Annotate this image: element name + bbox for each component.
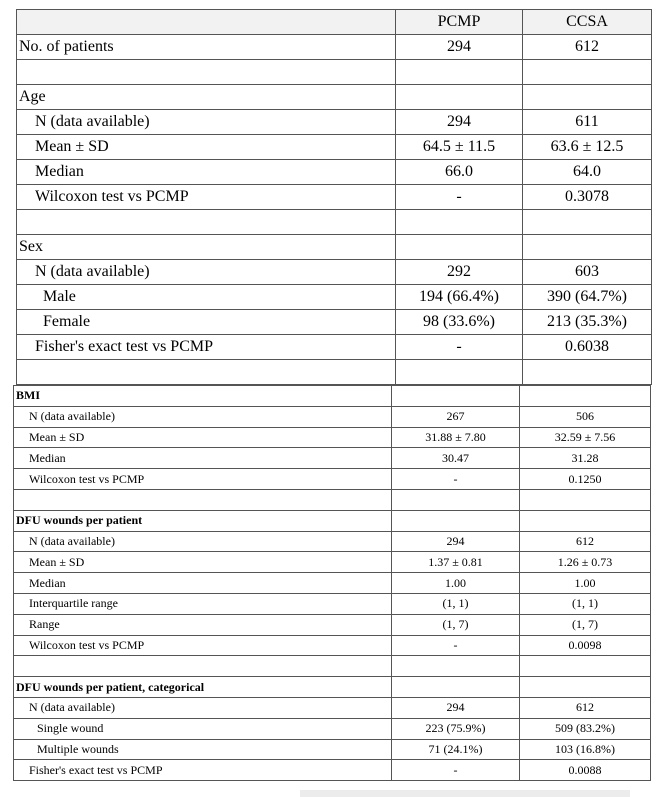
table-row [14, 552, 651, 573]
pcmp-value: 294 [392, 531, 520, 552]
ccsa-value: 63.6 ± 12.5 [523, 135, 652, 160]
table-row [17, 135, 652, 160]
pcmp-value: 98 (33.6%) [396, 310, 523, 335]
pcmp-value: - [396, 185, 523, 210]
ccsa-value: 32.59 ± 7.56 [520, 427, 651, 448]
ccsa-value: (1, 1) [520, 593, 651, 614]
spacer-row [14, 656, 651, 677]
table-row [14, 469, 651, 490]
table-row [14, 760, 651, 781]
row-label: Interquartile range [14, 593, 392, 614]
pcmp-value: - [392, 635, 520, 656]
row-label: N (data available) [17, 260, 396, 285]
table-row [14, 718, 651, 739]
row-label: N (data available) [14, 406, 392, 427]
row-label: Median [14, 448, 392, 469]
ccsa-value: 213 (35.3%) [523, 310, 652, 335]
ccsa-value: 0.1250 [520, 469, 651, 490]
ccsa-value: 0.3078 [523, 185, 652, 210]
table-row [14, 635, 651, 656]
ccsa-value: 612 [523, 35, 652, 60]
section-title: DFU wounds per patient [14, 510, 392, 531]
table-row [17, 335, 652, 360]
section-row [14, 386, 651, 407]
ccsa-value: 0.0088 [520, 760, 651, 781]
row-label: Wilcoxon test vs PCMP [14, 635, 392, 656]
ccsa-value: 64.0 [523, 160, 652, 185]
row-label: Male [17, 285, 396, 310]
section-row [14, 510, 651, 531]
spacer-row [14, 489, 651, 510]
pcmp-value: 31.88 ± 7.80 [392, 427, 520, 448]
row-label: Median [14, 573, 392, 594]
pcmp-value: 294 [392, 697, 520, 718]
row-label: Median [17, 160, 396, 185]
row-label: Wilcoxon test vs PCMP [14, 469, 392, 490]
pcmp-value: (1, 7) [392, 614, 520, 635]
pcmp-value: 223 (75.9%) [392, 718, 520, 739]
section-row [17, 235, 652, 260]
header-ccsa: CCSA [523, 10, 652, 35]
row-label: N (data available) [14, 697, 392, 718]
ccsa-value: 390 (64.7%) [523, 285, 652, 310]
ccsa-value: 103 (16.8%) [520, 739, 651, 760]
table-row [17, 260, 652, 285]
pcmp-value: - [392, 760, 520, 781]
table-row [17, 310, 652, 335]
spacer-row [17, 360, 652, 385]
row-label: Range [14, 614, 392, 635]
table-row [17, 285, 652, 310]
row-label: Single wound [14, 718, 392, 739]
table-row [17, 35, 652, 60]
table-row [14, 448, 651, 469]
ccsa-value: 1.00 [520, 573, 651, 594]
pcmp-value: - [396, 335, 523, 360]
ccsa-value: 506 [520, 406, 651, 427]
ccsa-value: 611 [523, 110, 652, 135]
clinical-table [13, 385, 651, 781]
ccsa-value: 0.6038 [523, 335, 652, 360]
pcmp-value: 194 (66.4%) [396, 285, 523, 310]
ccsa-value: 612 [520, 531, 651, 552]
table-row [14, 614, 651, 635]
ccsa-value: 31.28 [520, 448, 651, 469]
section-row [17, 85, 652, 110]
row-label: Female [17, 310, 396, 335]
section-title: BMI [14, 386, 392, 407]
table-row [14, 697, 651, 718]
section-title: DFU wounds per patient, categorical [14, 677, 392, 698]
pcmp-value: 64.5 ± 11.5 [396, 135, 523, 160]
pcmp-value: 1.00 [392, 573, 520, 594]
pcmp-value: 294 [396, 110, 523, 135]
pcmp-value: 1.37 ± 0.81 [392, 552, 520, 573]
spacer-row [17, 60, 652, 85]
section-row [14, 677, 651, 698]
table-row [14, 593, 651, 614]
ccsa-value: 509 (83.2%) [520, 718, 651, 739]
pcmp-value: - [392, 469, 520, 490]
pcmp-value: 292 [396, 260, 523, 285]
header-row [17, 10, 652, 35]
pcmp-value: 294 [396, 35, 523, 60]
ccsa-value: (1, 7) [520, 614, 651, 635]
row-label: Mean ± SD [17, 135, 396, 160]
table-row [17, 110, 652, 135]
pcmp-value: 30.47 [392, 448, 520, 469]
row-label: Multiple wounds [14, 739, 392, 760]
ccsa-value: 603 [523, 260, 652, 285]
pcmp-value: 66.0 [396, 160, 523, 185]
bottom-shadow [300, 790, 630, 797]
section-title: Sex [17, 235, 396, 260]
row-label: No. of patients [17, 35, 396, 60]
pcmp-value: 71 (24.1%) [392, 739, 520, 760]
pcmp-value: (1, 1) [392, 593, 520, 614]
table-row [14, 427, 651, 448]
ccsa-value: 612 [520, 697, 651, 718]
row-label: Fisher's exact test vs PCMP [17, 335, 396, 360]
table-row [17, 160, 652, 185]
table-row [14, 406, 651, 427]
row-label: N (data available) [14, 531, 392, 552]
header-empty-cell [17, 10, 396, 35]
ccsa-value: 0.0098 [520, 635, 651, 656]
row-label: Mean ± SD [14, 427, 392, 448]
table-row [14, 573, 651, 594]
demographics-table [16, 9, 652, 385]
row-label: Wilcoxon test vs PCMP [17, 185, 396, 210]
header-pcmp: PCMP [396, 10, 523, 35]
spacer-row [17, 210, 652, 235]
table-row [14, 739, 651, 760]
row-label: N (data available) [17, 110, 396, 135]
table-row [17, 185, 652, 210]
pcmp-value: 267 [392, 406, 520, 427]
row-label: Fisher's exact test vs PCMP [14, 760, 392, 781]
ccsa-value: 1.26 ± 0.73 [520, 552, 651, 573]
section-title: Age [17, 85, 396, 110]
row-label: Mean ± SD [14, 552, 392, 573]
table-row [14, 531, 651, 552]
